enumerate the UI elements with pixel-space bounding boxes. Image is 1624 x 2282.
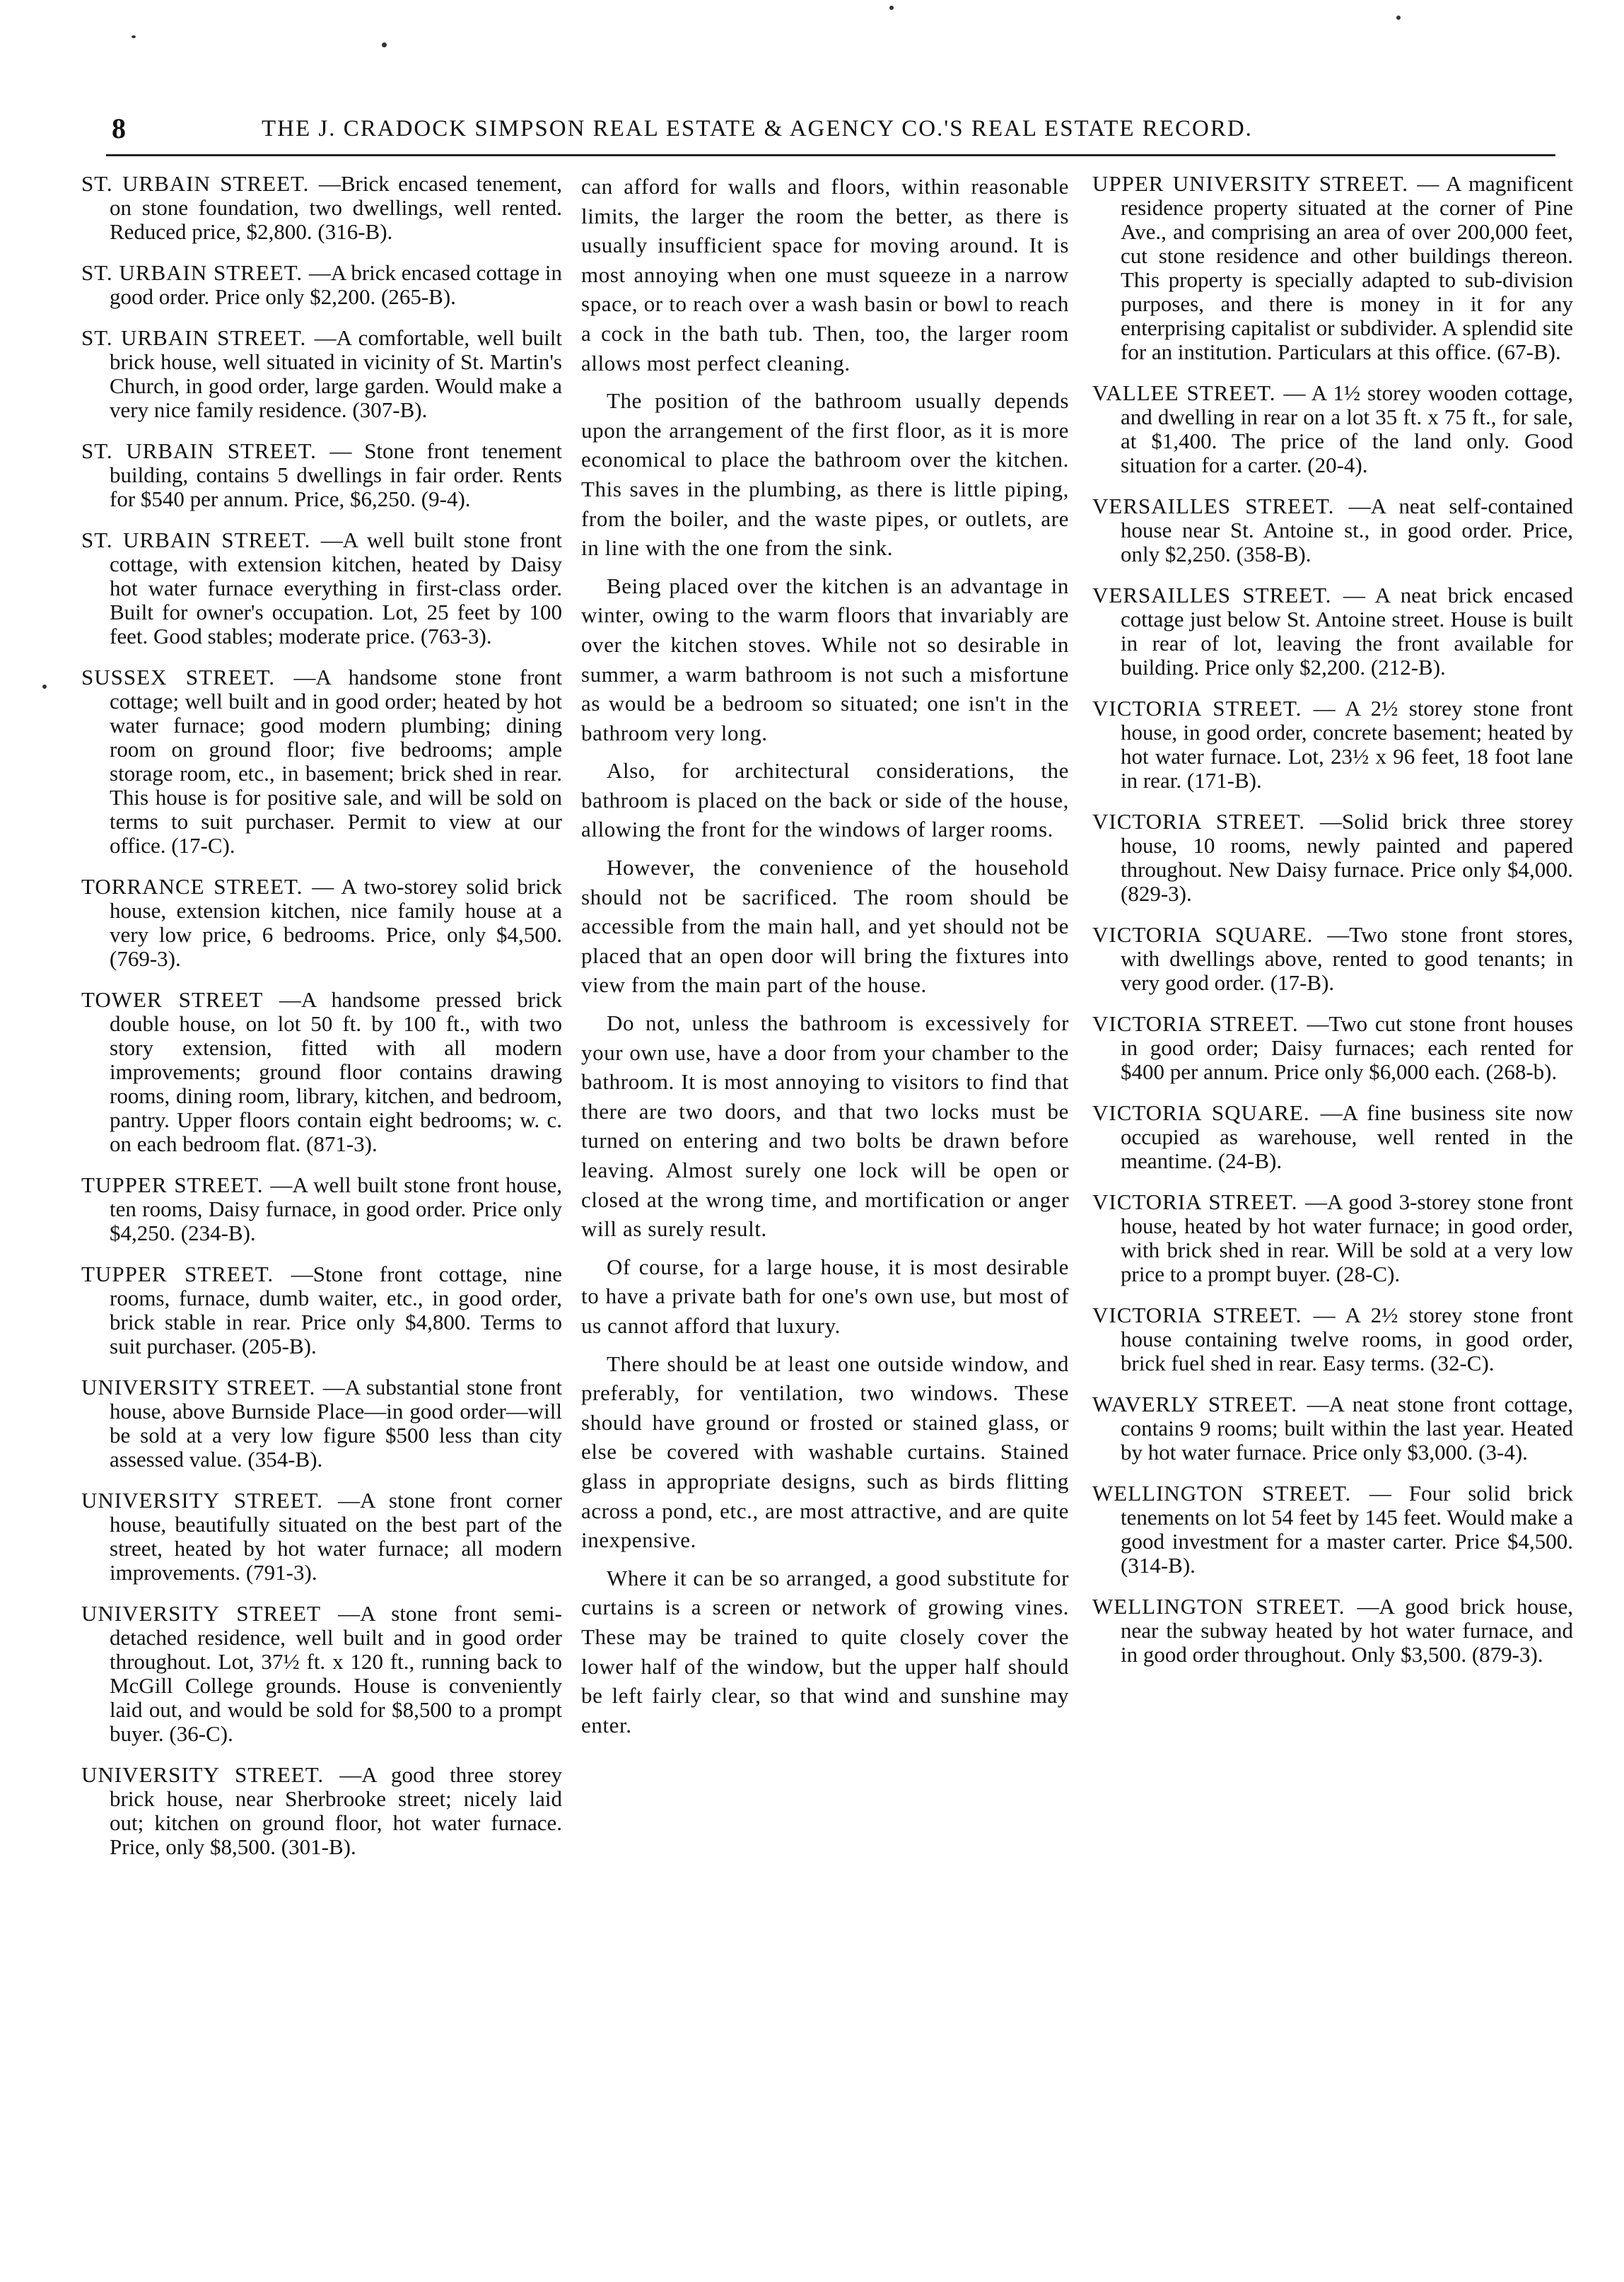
listing-description: — A 2½ storey stone front house, in good order, concrete basement; heated by hot water furnace. Lot, 23½ x 96 feet, 18 foot lane in rear. (171-B). (1121, 696, 1574, 793)
listing-description: —A handsome pressed brick double house, on lot 50 ft. by 100 ft., with two story extension, fitted with all modern improvements; ground floor contains drawing rooms, dining room, library, kitchen, and bedroom, pantry. Upper floors contain eight bedrooms; w. c. on each bedroom flat. (871-3). (110, 987, 562, 1156)
listing-entry (81, 988, 562, 1156)
article-paragraph: Where it can be so arranged, a good substitute for curtains is a screen or network of growing vines. These may be trained to quite closely cover the lower half of the window, but the upper half should be left fairly clear, so that wind and sunshine may enter. (581, 1565, 1069, 1737)
listing-description: —A substantial stone front house, above Burnside Place—in good order—will be sold at a very low figure $500 less than city assessed value. (354-B). (110, 1375, 562, 1472)
listing-street: TORRANCE STREET. (81, 874, 303, 899)
listing-description: — A 2½ storey stone front house containing twelve rooms, in good order, brick fuel shed in rear. Easy terms. (32-C). (1121, 1303, 1574, 1375)
listing-street: ST. URBAIN STREET. (81, 171, 310, 196)
listing-entry (81, 172, 562, 244)
listing-entry (1092, 172, 1573, 364)
listing-description: —Two stone front stores, with dwellings above, rented to good tenants; in very good order. (17-B). (1121, 922, 1573, 995)
listing-description: —A fine business site now occupied as warehouse, well rented in the meantime. (24-B). (1121, 1100, 1574, 1173)
listing-entry (81, 326, 562, 422)
left-column-listings (81, 172, 562, 1876)
listing-description: — A 1½ storey wooden cottage, and dwelling in rear on a lot 35 ft. x 75 ft., for sale, at $1,400. The price of the land only. Good situation for a carter. (20-4). (1121, 380, 1573, 477)
article-paragraph: Also, for architectural considerations, the bathroom is placed on the back or side of the house, allowing the front for the windows of larger rooms. (581, 758, 1069, 842)
listing-street: VERSAILLES STREET. (1092, 494, 1335, 518)
listing-street: VICTORIA SQUARE. (1092, 922, 1314, 947)
listing-description: — Stone front tenement building, contains 5 dwellings in fair order. Rents for $540 per annum. Price, $6,250. (9-4). (110, 438, 562, 511)
listing-street: VERSAILLES STREET. (1092, 583, 1332, 607)
listing-entry (1092, 1392, 1573, 1465)
listing-street: UNIVERSITY STREET (81, 1601, 321, 1626)
listing-entry (1092, 923, 1573, 995)
print-speck (132, 35, 136, 38)
listing-street: VALLEE STREET. (1092, 380, 1276, 405)
listing-entry (81, 1489, 562, 1585)
listing-street: VICTORIA STREET. (1092, 696, 1302, 721)
listing-street: UPPER UNIVERSITY STREET. (1092, 171, 1409, 196)
listing-entry (1092, 1012, 1573, 1084)
listing-entry (1092, 1481, 1573, 1578)
article-paragraph: Do not, unless the bathroom is excessively for your own use, have a door from your chamber to the bathroom. It is most annoying to visitors to find that there are two doors, and that two locks must be turned on entering and two bolts be drawn before leaving. Almost surely one lock will be open or closed at the wrong time, and mortification or anger will as surely result. (581, 1011, 1069, 1242)
article-paragraph: There should be at least one outside window, and preferably, for ventilation, two windows. These should have ground or frosted or stained glass, or else be covered with washable curtains. Stained glass in appropriate designs, such as birds flitting across a pond, etc., are most attractive, and are quite inexpensive. (581, 1351, 1069, 1553)
listing-entry (81, 439, 562, 511)
page-title: THE J. CRADOCK SIMPSON REAL ESTATE & AGENCY CO.'S REAL ESTATE RECORD. (262, 116, 1253, 141)
listing-description: —Stone front cottage, nine rooms, furnace, dumb waiter, etc., in good order, brick stable in rear. Price only $4,800. Terms to suit purchaser. (205-B). (110, 1262, 562, 1358)
listing-entry (1092, 810, 1573, 906)
listing-entry (81, 1173, 562, 1245)
middle-column-article (581, 172, 1069, 1748)
right-column-listings (1092, 172, 1573, 1684)
listing-entry (1092, 494, 1573, 566)
listing-description: —A brick encased cottage in good order. Price only $2,200. (265-B). (110, 260, 563, 309)
listing-description: —A well built stone front cottage, with extension kitchen, heated by Daisy hot water furnace everything in first-class order. Built for owner's occupation. Lot, 25 feet by 100 feet. Good stables; moderate price. (763-3). (110, 528, 562, 648)
listing-street: ST. URBAIN STREET. (81, 260, 303, 285)
article-paragraph: Of course, for a large house, it is most desirable to have a private bath for one's own use, but most of us cannot afford that luxury. (581, 1254, 1069, 1338)
listing-description: —Brick encased tenement, on stone foundation, two dwellings, well rented. Reduced price, $2,800. (316-B). (110, 171, 563, 244)
print-speck (889, 6, 894, 10)
listing-description: —A comfortable, well built brick house, well situated in vicinity of St. Martin's Church, in good order, large garden. Would make a very nice family residence. (307-B). (110, 325, 563, 422)
listing-entry (1092, 381, 1573, 477)
listing-entry (1092, 1190, 1573, 1286)
listing-street: ST. URBAIN STREET. (81, 528, 311, 552)
print-speck (382, 42, 387, 47)
listing-entry (81, 665, 562, 858)
listing-description: —A stone front corner house, beautifully situated on the best part of the street, heated by hot water furnace; all modern improvements. (791-3). (110, 1488, 562, 1585)
listing-entry (1092, 1101, 1573, 1173)
listing-entry (1092, 1303, 1573, 1375)
listing-street: WAVERLY STREET. (1092, 1392, 1297, 1416)
listing-street: UNIVERSITY STREET. (81, 1762, 325, 1787)
article-paragraph: However, the convenience of the household should not be sacrificed. The room should be accessible from the main hall, and yet should not be placed that an open door will bring the fixtures into view from the main part of the house. (581, 855, 1069, 998)
listing-street: WELLINGTON STREET. (1092, 1594, 1345, 1619)
print-speck (1396, 16, 1401, 20)
page-number: 8 (112, 112, 126, 144)
listing-entry (81, 1375, 562, 1472)
article-paragraph: can afford for walls and floors, within reasonable limits, the larger the room the better, as there is usually insufficient space for moving around. It is most annoying when one must squeeze in a narrow space, or to reach over a wash basin or bowl to reach a cock in the bath tub. Then, too, the larger room allows most perfect cleaning. (581, 174, 1069, 376)
listing-street: TUPPER STREET. (81, 1262, 274, 1286)
listing-description: —A neat stone front cottage, contains 9 rooms; built within the last year. Heated by hot water furnace. Price only $3,000. (3-4). (1121, 1392, 1573, 1465)
listing-description: —Two cut stone front houses in good order; Daisy furnaces; each rented for $400 per annum. Price only $6,000 each. (268-b). (1121, 1011, 1573, 1084)
listing-description: —A good three storey brick house, near Sherbrooke street; nicely laid out; kitchen on ground floor, hot water furnace. Price, only $8,500. (301-B). (110, 1762, 563, 1859)
listing-description: —A neat self-contained house near St. Antoine st., in good order. Price, only $2,250. (358-B). (1121, 494, 1573, 566)
listing-description: —A stone front semi-detached residence, well built and in good order throughout. Lot, 37½ ft. x 120 ft., running back to McGill College grounds. House is conveniently laid out, and would be sold for $8,500 to a prompt buyer. (36-C). (110, 1601, 562, 1746)
listing-entry (1092, 1595, 1573, 1667)
listing-street: TUPPER STREET. (81, 1172, 264, 1197)
listing-street: ST. URBAIN STREET. (81, 438, 317, 463)
listing-entry (81, 528, 562, 648)
listing-description: — A magnificent residence property situated at the corner of Pine Ave., and comprising an area of over 200,000 feet, cut stone residence and other buildings thereon. This property is specially adapted to sub-division purposes, and there is money in it for any enterprising capitalist or subdivider. A splendid site for an institution. Particulars at this office. (67-B). (1121, 171, 1573, 364)
listing-description: — A neat brick encased cottage just below St. Antoine street. House is built in rear of lot, leaving the front available for building. Price only $2,200. (212-B). (1121, 583, 1573, 680)
listing-street: VICTORIA STREET. (1092, 1189, 1298, 1214)
listing-entry (81, 1602, 562, 1746)
listing-street: ST. URBAIN STREET. (81, 325, 307, 350)
listing-street: VICTORIA SQUARE. (1092, 1100, 1310, 1125)
listing-description: — A two-storey solid brick house, extension kitchen, nice family house at a very low price, 6 bedrooms. Price, only $4,500. (769-3). (110, 874, 562, 971)
listing-description: — Four solid brick tenements on lot 54 feet by 145 feet. Would make a good investment for a master carter. Price $4,500. (314-B). (1121, 1481, 1573, 1578)
listing-street: VICTORIA STREET. (1092, 1303, 1302, 1327)
listing-street: UNIVERSITY STREET. (81, 1375, 316, 1399)
listing-entry (81, 875, 562, 971)
listing-description: —Solid brick three storey house, 10 rooms, newly painted and papered throughout. New Daisy furnace. Price only $4,000. (829-3). (1121, 809, 1573, 906)
listing-entry (81, 261, 562, 309)
listing-entry (1092, 697, 1573, 793)
listing-description: —A good brick house, near the subway heated by hot water furnace, and in good order throughout. Only $3,500. (879-3). (1121, 1594, 1573, 1667)
listing-street: VICTORIA STREET. (1092, 809, 1305, 834)
listing-description: —A well built stone front house, ten rooms, Daisy furnace, in good order. Price only $4,250. (234-B). (110, 1172, 563, 1245)
listing-street: WELLINGTON STREET. (1092, 1481, 1352, 1506)
listing-entry (1092, 583, 1573, 680)
listing-street: TOWER STREET (81, 987, 263, 1012)
listing-street: SUSSEX STREET. (81, 665, 276, 689)
listing-street: UNIVERSITY STREET. (81, 1488, 324, 1513)
listing-description: —A handsome stone front cottage; well built and in good order; heated by hot water furnace; good modern plumbing; dining room on ground floor; five bedrooms; ample storage room, etc., in basement; brick shed in rear. This house is for positive sale, and will be sold on terms to suit purchaser. Permit to view at our office. (17-C). (110, 665, 563, 858)
listing-entry (81, 1763, 562, 1859)
article-paragraph: The position of the bathroom usually depends upon the arrangement of the first floor, as it is more economical to place the bathroom over the kitchen. This saves in the plumbing, as there is little piping, from the boiler, and the waste pipes, or outlets, are in line with the one from the sink. (581, 388, 1069, 561)
listing-street: VICTORIA STREET. (1092, 1011, 1299, 1036)
listing-entry (81, 1262, 562, 1358)
page-header (106, 112, 1555, 156)
article-paragraph: Being placed over the kitchen is an advantage in winter, owing to the warm floors that invariably are over the kitchen stoves. While not so desirable in summer, a warm bathroom is not such a misfortune as would be a bedroom so situated; one isn't in the bathroom very long. (581, 573, 1069, 745)
print-speck (42, 685, 47, 689)
listing-description: —A good 3-storey stone front house, heated by hot water furnace; in good order, with brick shed in rear. Will be sold at a very low price to a prompt buyer. (28-C). (1121, 1189, 1573, 1286)
